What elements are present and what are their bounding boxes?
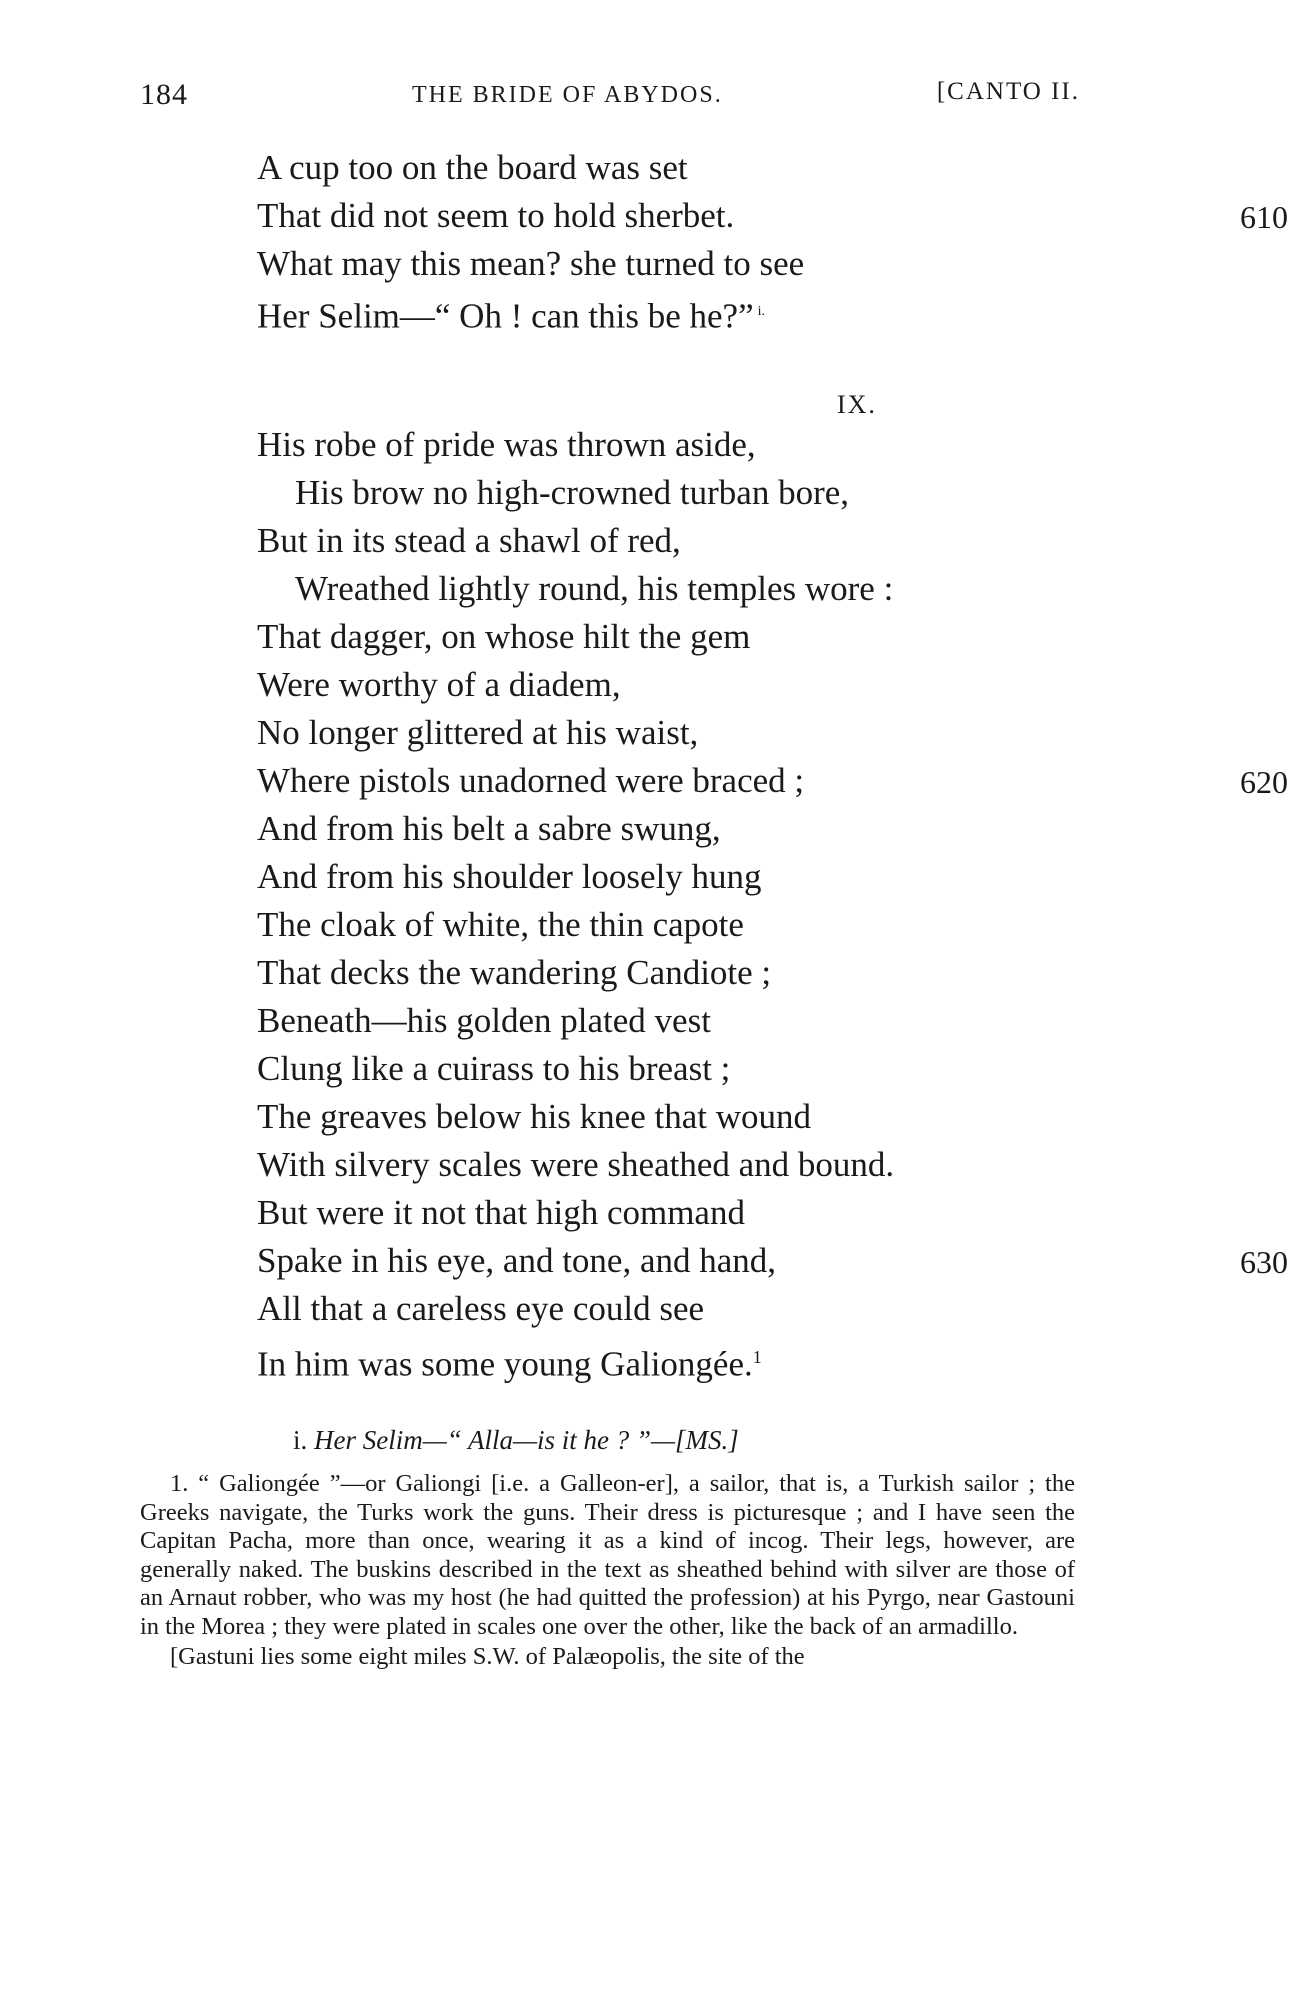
- running-head: [140, 78, 1080, 118]
- footnote-marker: 1: [752, 1347, 762, 1367]
- verse-line: [257, 292, 766, 336]
- verse-line: [257, 1337, 762, 1384]
- verse-line: His brow no high-crowned turban bore,: [295, 473, 850, 512]
- verse-line: Spake in his eye, and tone, and hand,: [257, 1241, 777, 1280]
- verse-line-text: Her Selim—“ Oh ! can this be he?”: [257, 296, 754, 336]
- line-number: 620: [1240, 764, 1288, 800]
- stanza-number: IX.: [837, 390, 877, 419]
- verse-line: That decks the wandering Candiote ;: [257, 953, 772, 992]
- verse-line: What may this mean? she turned to see: [257, 244, 805, 283]
- verse-line: His robe of pride was thrown aside,: [257, 425, 756, 464]
- verse-line: The greaves below his knee that wound: [257, 1097, 812, 1136]
- verse-line: With silvery scales were sheathed and bound.: [257, 1145, 895, 1184]
- verse-line: Where pistols unadorned were braced ;: [257, 761, 805, 800]
- verse-line: But were it not that high command: [257, 1193, 745, 1232]
- verse-line: And from his belt a sabre swung,: [257, 809, 721, 848]
- line-number: 630: [1240, 1244, 1288, 1280]
- canto-label: [CANTO II.: [936, 78, 1080, 105]
- running-title: THE BRIDE OF ABYDOS.: [412, 82, 723, 108]
- verse-line-text: In him was some young Galiongée.: [257, 1344, 753, 1384]
- line-number: 610: [1240, 199, 1288, 235]
- page-number: 184: [140, 78, 188, 111]
- verse-line: The cloak of white, the thin capote: [257, 905, 744, 944]
- variant-note-text: Her Selim—“ Alla—is it he ? ”—[MS.]: [314, 1425, 739, 1455]
- verse-line: No longer glittered at his waist,: [257, 713, 699, 752]
- footnote-paragraph: 1. “ Galiongée ”—or Galiongi [i.e. a Galleon-er], a sailor, that is, a Turkish sailor ; the Greeks navigate, the Turks work the guns. Their dress is picturesque ; and I have seen the Capitan Pacha, more than once, wearing it as a kind of incog. Their legs, however, are generally naked. The buskins described in the text as sheathed behind with silver are those of an Arnaut robber, who was my host (he had quitted the profession) at his Pyrgo, near Gastouni in the Morea ; they were plated in scales one over the other, like the back of an armadillo.: [140, 1470, 1075, 1640]
- variant-note: [293, 1422, 739, 1458]
- verse-line: That dagger, on whose hilt the gem: [257, 617, 751, 656]
- verse-line: All that a careless eye could see: [257, 1289, 705, 1328]
- verse-line: A cup too on the board was set: [257, 148, 688, 187]
- variant-marker: i.: [757, 304, 766, 319]
- verse-line: That did not seem to hold sherbet.: [257, 196, 735, 235]
- verse-line: But in its stead a shawl of red,: [257, 521, 681, 560]
- verse-line: Beneath—his golden plated vest: [257, 1001, 711, 1040]
- footnote-paragraph: [Gastuni lies some eight miles S.W. of Palæopolis, the site of the: [170, 1643, 805, 1670]
- verse-line: Were worthy of a diadem,: [257, 665, 621, 704]
- verse-line: Wreathed lightly round, his temples wore :: [295, 569, 894, 608]
- footnote: [140, 1470, 1075, 1672]
- verse-line: And from his shoulder loosely hung: [257, 857, 762, 896]
- verse-line: Clung like a cuirass to his breast ;: [257, 1049, 731, 1088]
- variant-note-label: i.: [293, 1425, 308, 1455]
